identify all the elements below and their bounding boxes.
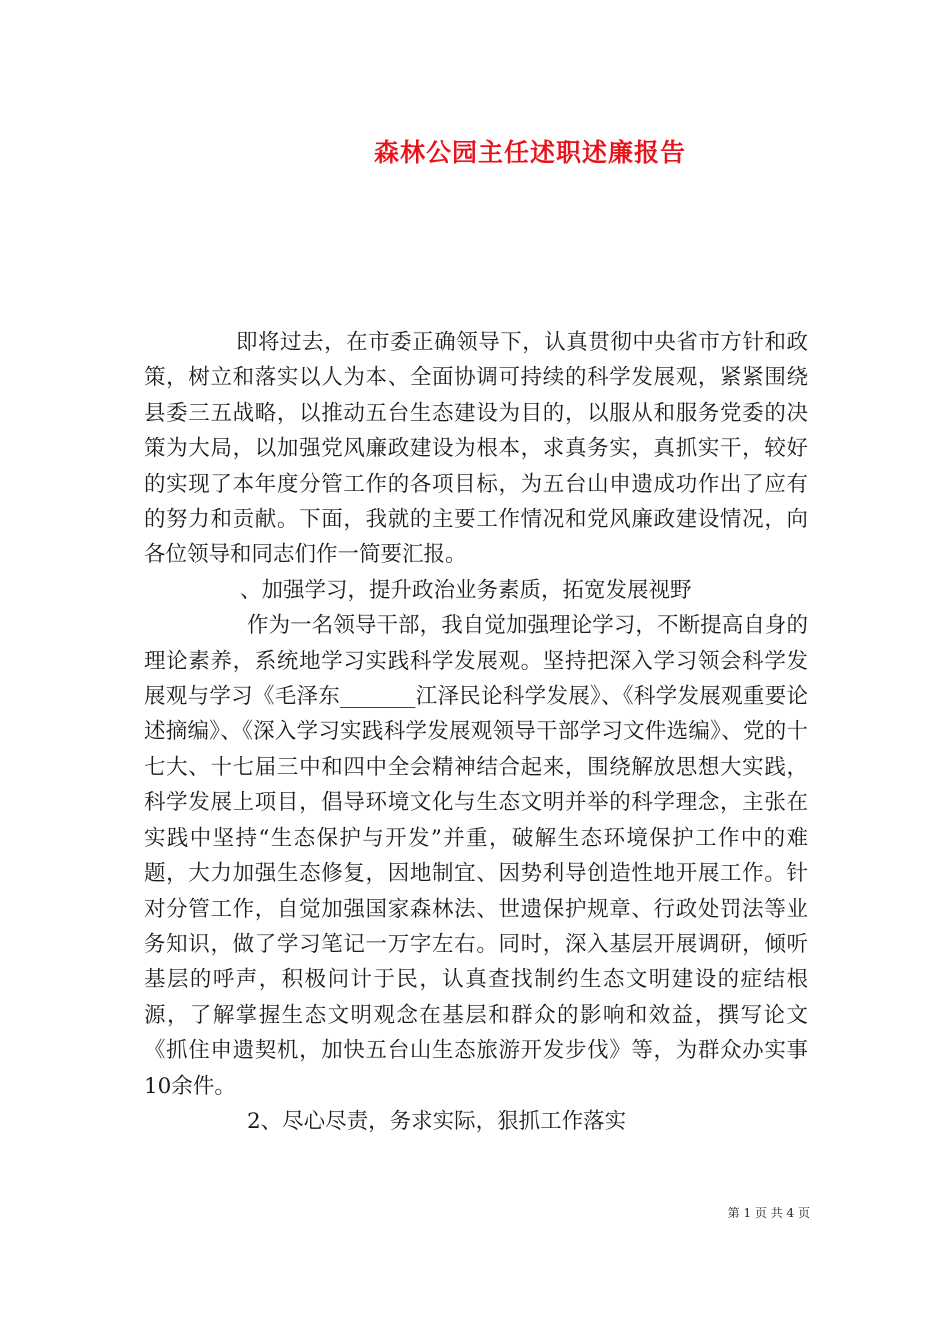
page-number-footer [728,1204,810,1221]
document-title: 森林公园主任述职述廉报告 [373,138,686,167]
page-number-label: 第 1 页 共 4 页 [727,1206,810,1220]
document-body [144,325,808,1139]
section-heading-2: 2、尽心尽责，务求实际，狠抓工作落实 [247,1108,627,1134]
study-paragraph: 作为一名领导干部，我自觉加强理论学习，不断提高自身的理论素养，系统地学习实践科学发展观。坚持把深入学习领会科学发展观与学习《毛泽东_______江泽民论科学发展》、《科学发展观重要论述摘编》、《深入学习实践科学发展观领导干部学习文件选编》、党的十七大、十七届三中和四中全会精神结合起来，围绕解放思想大实践，科学发展上项目，倡导环境文化与生态文明并举的科学理念，主张在实践中坚持“生态保护与开发”并重，破解生态环境保护工作中的难题，大力加强生态修复，因地制宜、因势利导创造性地开展工作。针对分管工作，自觉加强国家森林法、世遗保护规章、行政处罚法等业务知识，做了学习笔记一万字左右。同时，深入基层开展调研，倾听基层的呼声，积极问计于民，认真查找制约生态文明建设的症结根源，了解掌握生态文明观念在基层和群众的影响和效益，撰写论文《抓住申遗契机，加快五台山生态旅游开发步伐》等，为群众办实事10余件。 [144,613,808,1099]
section-heading-1: 、加强学习，提升政治业务素质，拓宽发展视野 [240,577,692,603]
intro-paragraph: 即将过去，在市委正确领导下，认真贯彻中央省市方针和政策，树立和落实以人为本、全面协调可持续的科学发展观，紧紧围绕县委三五战略，以推动五台生态建设为目的，以服从和服务党委的决策为大局，以加强党风廉政建设为根本，求真务实，真抓实干，较好的实现了本年度分管工作的各项目标，为五台山申遗成功作出了应有的努力和贡献。下面，我就的主要工作情况和党风廉政建设情况，向各位领导和同志们作一简要汇报。 [144,330,808,568]
